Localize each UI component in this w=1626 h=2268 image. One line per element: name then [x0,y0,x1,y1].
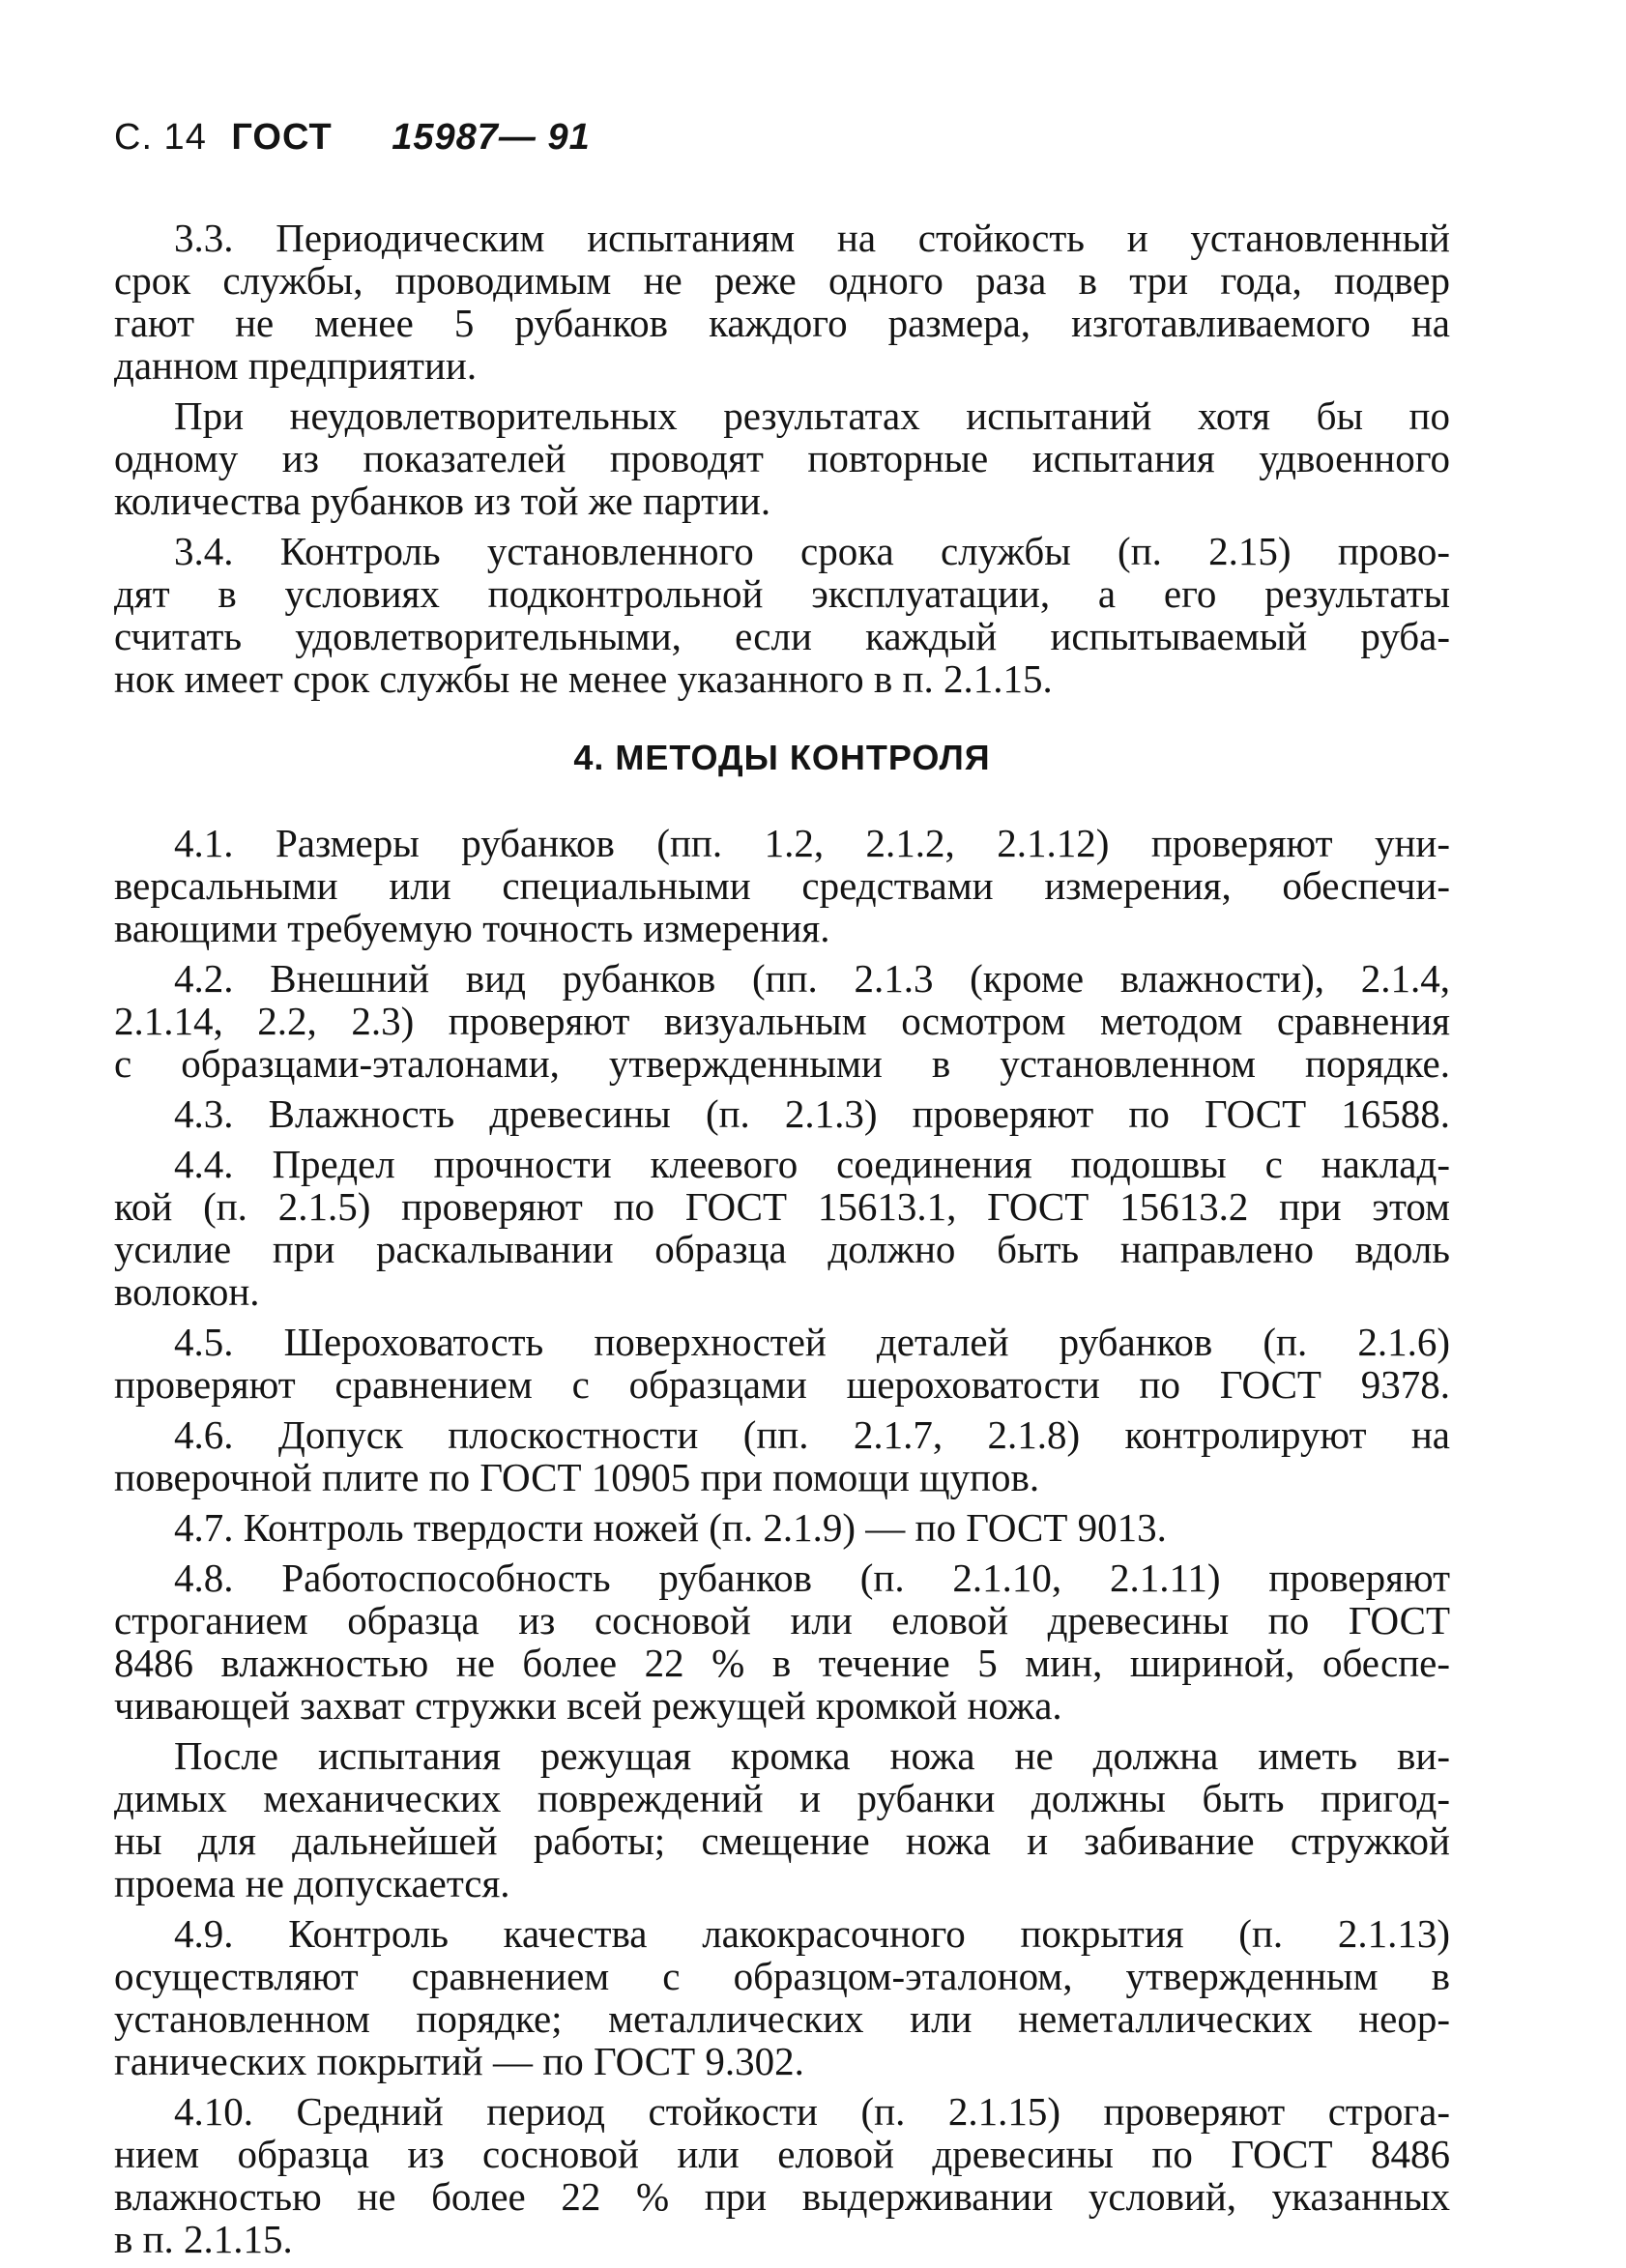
paragraph-line: срок службы, проводимым не реже одного раза в три года, подвер [114,258,1450,303]
paragraph-line: влажностью не более 22 % при выдерживании условий, указанных [114,2174,1450,2219]
paragraph-line: 3.3. Периодическим испытаниям на стойкость и установленный [174,216,1450,260]
section-title: 4. МЕТОДЫ КОНТРОЛЯ [573,738,991,777]
paragraph-4-1 [114,822,1450,949]
paragraph-line: 4.5. Шероховатость поверхностей деталей рубанков (п. 2.1.6) [174,1320,1450,1364]
paragraph-line: ганических покрытий — по ГОСТ 9.302. [114,2039,804,2083]
paragraph-line: установленном порядке; металлических или неметаллических неор- [114,1996,1450,2041]
paragraph-line: 4.9. Контроль качества лакокрасочного покрытия (п. 2.1.13) [174,1911,1451,1956]
paragraph-line: вающими требуемую точность измерения. [114,906,830,950]
clause-number: 4.8. [174,1556,234,1600]
paragraph-4-6 [114,1413,1450,1498]
clause-number: 4.4. [174,1142,234,1186]
paragraph-line: одному из показателей проводят повторные испытания удвоенного [114,436,1450,480]
paragraph-line: При неудовлетворительных результатах испытаний хотя бы по [174,393,1450,438]
paragraph-line: поверочной плите по ГОСТ 10905 при помощи щупов. [114,1455,1040,1499]
paragraph-line: ны для дальнейшей работы; смещение ножа и забивание стружкой [114,1818,1450,1863]
paragraph-line: 8486 влажностью не более 22 % в течение 5 мин, шириной, обеспе- [114,1641,1450,1685]
paragraph-line: 2.1.14, 2.2, 2.3) проверяют визуальным осмотром методом сравнения [114,999,1450,1043]
paragraph-line: проема не допускается. [114,1861,510,1905]
paragraph-line: чивающей захват стружки всей режущей кромкой ножа. [114,1683,1062,1728]
paragraph-line: осуществляют сравнением с образцом-эталоном, утвержденным в [114,1954,1450,1998]
paragraph-line: 4.4. Предел прочности клеевого соединения подошвы с наклад- [174,1142,1451,1186]
clause-number: 4.7. [174,1505,234,1550]
standard-label: ГОСТ [231,117,333,158]
paragraph-line: усилие при раскалывании образца должно быть направлено вдоль [114,1227,1450,1271]
paragraph-line: 4.1. Размеры рубанков (пп. 1.2, 2.1.2, 2.1.12) проверяют уни- [174,821,1450,865]
clause-number: 4.2. [174,956,234,1001]
paragraph-line: проверяют сравнением с образцами шероховатости по ГОСТ 9378. [114,1362,1450,1407]
paragraph-4-8-continued [114,1734,1450,1905]
clause-number: 4.5. [174,1320,234,1364]
paragraph-line: с образцами-эталонами, утвержденными в установленном порядке. [114,1041,1450,1086]
page-header [114,116,1450,159]
clause-number: 3.3. [174,216,234,260]
paragraph-4-2 [114,957,1450,1085]
document-page [114,116,1450,2268]
paragraph-line: 4.8. Работоспособность рубанков (п. 2.1.10, 2.1.11) проверяют [174,1556,1450,1600]
paragraph-3-3 [114,217,1450,387]
paragraph-line: количества рубанков из той же партии. [114,479,771,523]
paragraph-line: версальными или специальными средствами измерения, обеспечи- [114,863,1450,908]
paragraph-line: 4.7. Контроль твердости ножей (п. 2.1.9) — по ГОСТ 9013. [174,1505,1167,1550]
paragraph-line: 4.2. Внешний вид рубанков (пп. 2.1.3 (кроме влажности), 2.1.4, [174,956,1451,1001]
page-number: С. 14 [114,117,207,158]
paragraph-line: дят в условиях подконтрольной эксплуатации, а его результаты [114,571,1450,616]
clause-number: 4.9. [174,1911,234,1956]
paragraph-line: 4.3. Влажность древесины (п. 2.1.3) проверяют по ГОСТ 16588. [174,1091,1450,1136]
paragraph-line: данном предприятии. [114,343,478,388]
paragraph-4-7 [114,1506,1450,1549]
clause-number: 4.6. [174,1412,234,1457]
standard-number: 15987— 91 [392,117,591,158]
paragraph-line: 4.6. Допуск плоскостности (пп. 2.1.7, 2.1.8) контролируют на [174,1412,1450,1457]
paragraph-4-4 [114,1143,1450,1313]
paragraph-4-9 [114,1912,1450,2082]
paragraph-3-4 [114,530,1450,700]
paragraph-line: После испытания режущая кромка ножа не должна иметь ви- [174,1733,1450,1778]
paragraph-line: нок имеет срок службы не менее указанного в п. 2.1.15. [114,656,1053,701]
paragraph-line: димых механических повреждений и рубанки должны быть пригод- [114,1776,1450,1820]
paragraph-line: волокон. [114,1269,260,1314]
paragraph-line: гают не менее 5 рубанков каждого размера, изготавливаемого на [114,301,1450,345]
paragraph-line: строганием образца из сосновой или еловой древесины по ГОСТ [114,1598,1450,1643]
paragraph-4-5 [114,1321,1450,1406]
paragraph-3-3-continued [114,394,1450,522]
paragraph-line: считать удовлетворительными, если каждый испытываемый руба- [114,614,1450,658]
paragraph-line: кой (п. 2.1.5) проверяют по ГОСТ 15613.1, ГОСТ 15613.2 при этом [114,1184,1450,1229]
paragraph-line: 3.4. Контроль установленного срока службы (п. 2.15) прово- [174,529,1451,573]
clause-number: 4.3. [174,1091,234,1136]
clause-number: 3.4. [174,529,234,573]
clause-number: 4.10. [174,2089,253,2134]
paragraph-line: нием образца из сосновой или еловой древесины по ГОСТ 8486 [114,2132,1450,2176]
paragraph-4-8 [114,1556,1450,1727]
paragraph-line: в п. 2.1.15. [114,2217,293,2261]
clause-number: 4.1. [174,821,234,865]
paragraph-line: 4.10. Средний период стойкости (п. 2.1.15) проверяют строга- [174,2089,1450,2134]
paragraph-4-3 [114,1092,1450,1135]
paragraph-4-10 [114,2090,1450,2260]
